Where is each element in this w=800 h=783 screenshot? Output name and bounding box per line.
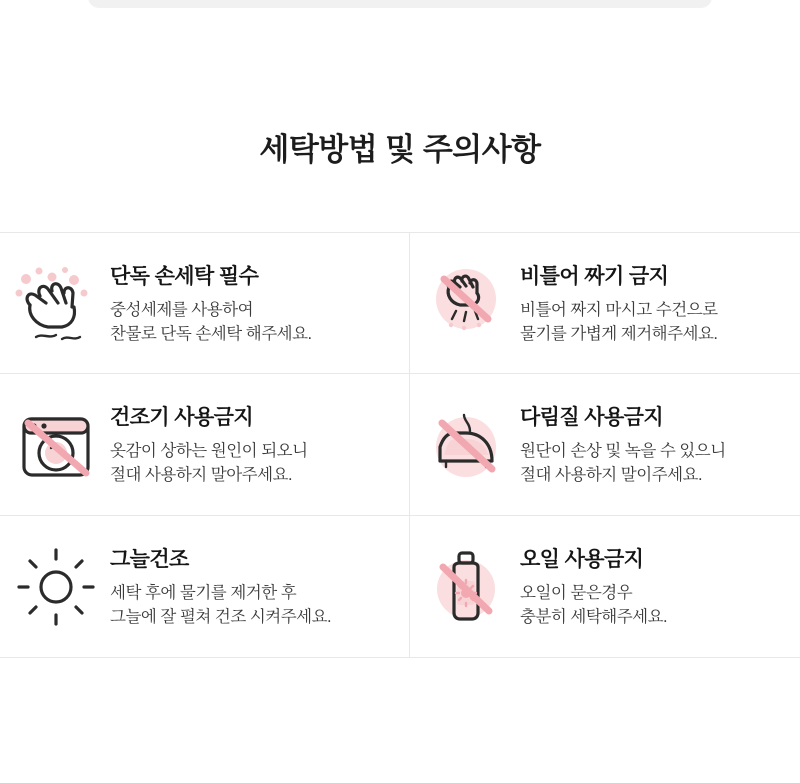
care-item-text	[518, 401, 726, 488]
care-item-line-2: 물기를 가볍게 제거해주세요.	[520, 324, 718, 343]
care-item-line-1: 비틀어 짜지 마시고 수건으로	[520, 300, 718, 319]
care-item-title: 건조기 사용금지	[110, 406, 254, 430]
care-item-text	[108, 543, 331, 630]
page-title: 세탁방법 및 주의사항	[259, 132, 541, 167]
care-item-title: 비틀어 짜기 금지	[520, 264, 669, 288]
care-item-shade-dry	[0, 516, 410, 658]
hand-wash-icon	[4, 251, 108, 355]
care-item-no-tumble-dry	[0, 374, 410, 516]
care-items-grid	[0, 232, 800, 658]
care-item-no-wring	[410, 232, 800, 374]
care-item-title: 단독 손세탁 필수	[110, 264, 259, 288]
top-partial-block	[88, 0, 712, 8]
care-item-text	[518, 543, 667, 630]
care-item-line-2: 절대 사용하지 말아주세요.	[110, 466, 293, 484]
care-item-line-2: 절대 사용하지 말이주세요.	[520, 466, 703, 484]
care-item-line-2: 그늘에 잘 펼쳐 건조 시켜주세요.	[110, 608, 332, 626]
care-item-title: 오일 사용금지	[520, 548, 644, 572]
care-item-no-oil	[410, 516, 800, 658]
care-item-line-1: 원단이 손상 및 녹을 수 있으니	[520, 442, 726, 461]
care-item-line-1: 세탁 후에 물기를 제거한 후	[110, 584, 297, 603]
care-item-line-1: 오일이 묻은경우	[520, 584, 633, 603]
care-item-text	[518, 260, 718, 347]
care-item-line-2: 충분히 세탁해주세요.	[520, 608, 668, 626]
care-item-line-2: 찬물로 단독 손세탁 해주세요.	[110, 324, 312, 343]
care-item-no-iron	[410, 374, 800, 516]
shade-dry-icon	[4, 535, 108, 639]
no-iron-icon	[414, 393, 518, 497]
care-item-title: 그늘건조	[110, 548, 189, 572]
care-item-hand-wash	[0, 232, 410, 374]
care-item-title: 다림질 사용금지	[520, 406, 664, 430]
care-item-line-1: 옷감이 상하는 원인이 되오니	[110, 442, 308, 461]
no-wring-icon	[414, 251, 518, 355]
care-item-text	[108, 260, 312, 347]
care-item-text	[108, 401, 308, 488]
no-tumble-dry-icon	[4, 393, 108, 497]
no-oil-icon	[414, 535, 518, 639]
care-item-line-1: 중성세제를 사용하여	[110, 300, 254, 319]
